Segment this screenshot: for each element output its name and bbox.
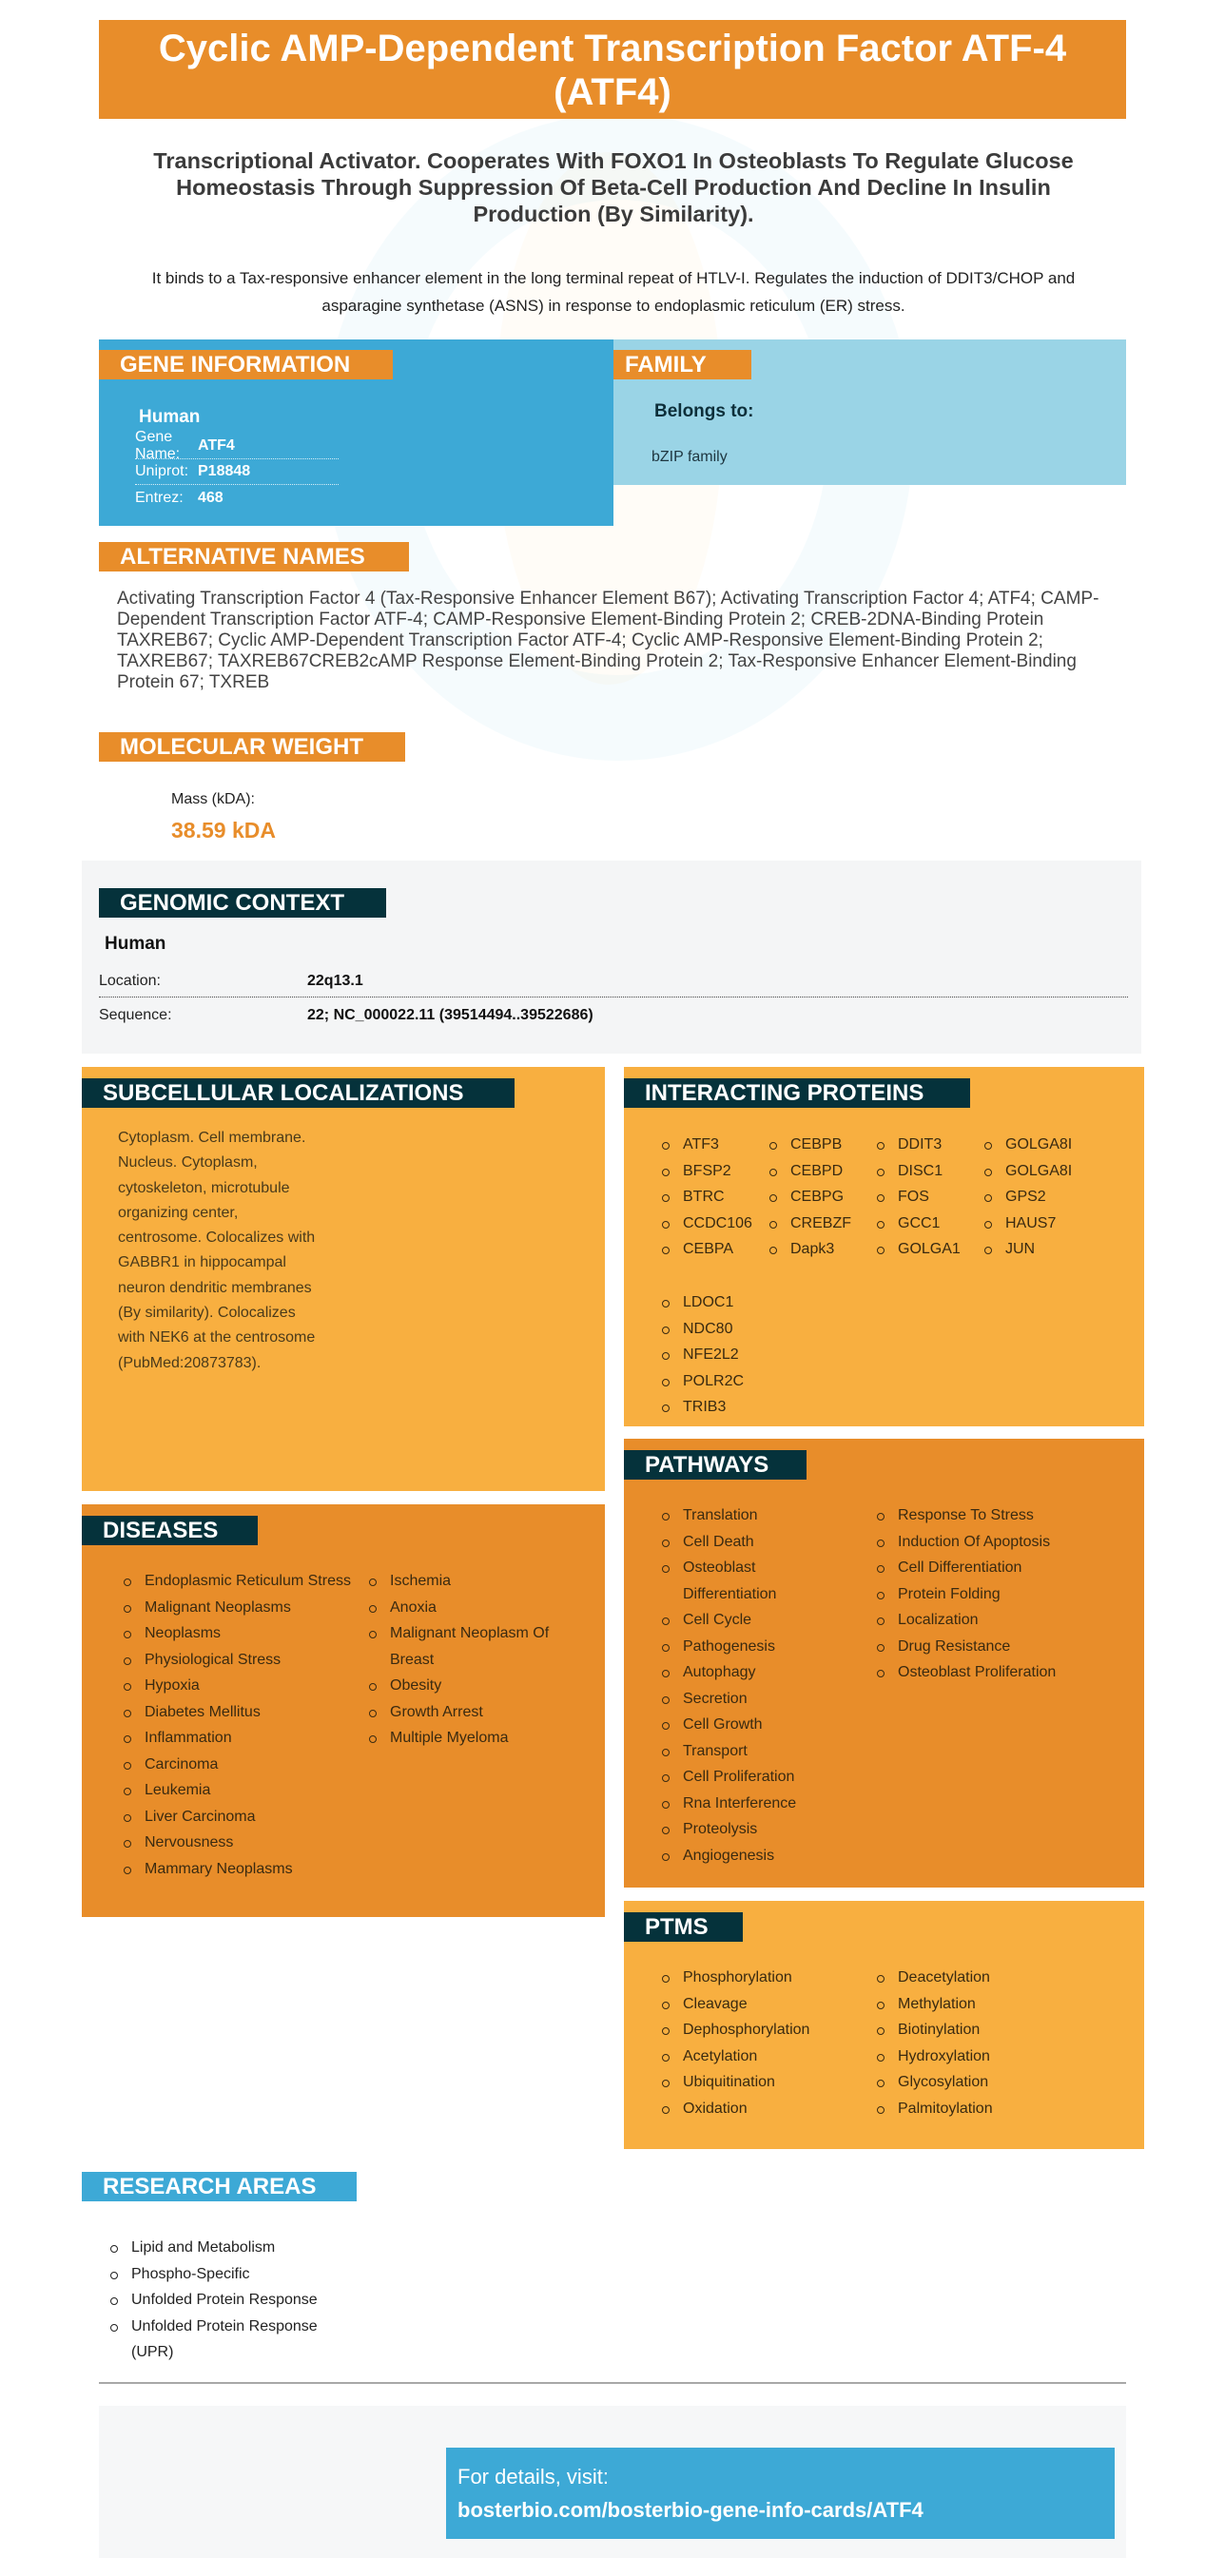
protein-item: GOLGA8I [984,1158,1092,1185]
protein-item: GOLGA1 [877,1236,984,1263]
ptms-heading: PTMS [624,1912,743,1942]
ptm-item: Hydroxylation [877,2043,1124,2070]
research-areas-list [110,2235,329,2366]
protein-item: CEBPD [769,1158,877,1185]
interacting-proteins-more-list [662,1289,744,1421]
pathway-item: Cell Growth [662,1712,852,1738]
protein-item: Dapk3 [769,1236,877,1263]
disease-item: Liver Carcinoma [124,1804,352,1830]
genomic-context-heading: GENOMIC CONTEXT [99,888,386,918]
protein-item: GCC1 [877,1211,984,1237]
disease-item: Physiological Stress [124,1647,352,1674]
function-description: It binds to a Tax-responsive enhancer element in the long terminal repeat of HTLV-I. Regulates the induction of DDIT3/CHOP and asparagine synthetase (ASNS) in response to endoplasmic reticulum (ER) stress. [151,269,1076,315]
protein-item: BFSP2 [662,1158,769,1185]
subcellular-localizations-heading: SUBCELLULAR LOCALIZATIONS [82,1078,515,1108]
disease-item: Leukemia [124,1777,352,1804]
pathway-item: Angiogenesis [662,1843,852,1869]
disease-item: Endoplasmic Reticulum Stress [124,1568,352,1595]
pathway-item: Transport [662,1738,852,1765]
page-title: Cyclic AMP-Dependent Transcription Factor ATF-4 (ATF4) [99,20,1126,119]
protein-item: GOLGA8I [984,1132,1092,1158]
pathways-list-col2 [877,1502,1134,1686]
protein-item: CEBPB [769,1132,877,1158]
pathways-card [624,1439,1144,1888]
location-label: Location: [99,972,161,989]
details-link-box[interactable] [446,2448,1115,2539]
function-summary: Transcriptional Activator. Cooperates With FOXO1 In Osteoblasts To Regulate Glucose Homeostasis Through Suppression Of Beta-Cell Production And Decline In Insulin Production (By Similarity). [153,148,1074,226]
ptm-item: Glycosylation [877,2069,1124,2096]
sequence-label: Sequence: [99,1007,172,1023]
gene-info-row [135,429,339,462]
research-areas-heading: RESEARCH AREAS [82,2172,357,2201]
gene-info-table [135,429,339,511]
alternative-names-heading: ALTERNATIVE NAMES [99,542,409,571]
research-area-item: Phospho-Specific [110,2261,329,2288]
disease-item: Carcinoma [124,1752,352,1778]
pathway-item: Cell Differentiation [877,1555,1134,1581]
protein-item: POLR2C [662,1368,744,1395]
ptm-item: Cleavage [662,1991,871,2018]
ptms-list-col1 [662,1965,871,2121]
details-link[interactable]: bosterbio.com/bosterbio-gene-info-cards/ATF4 [457,2498,924,2522]
pathways-heading: PATHWAYS [624,1450,807,1480]
protein-item: BTRC [662,1184,769,1211]
protein-item: CEBPG [769,1184,877,1211]
disease-item: Inflammation [124,1725,352,1752]
pathway-item: Induction Of Apoptosis [877,1529,1134,1556]
protein-item: DDIT3 [877,1132,984,1158]
research-area-item: Lipid and Metabolism [110,2235,329,2261]
pathway-item: Rna Interference [662,1791,852,1817]
diseases-list-col1 [124,1568,352,1882]
protein-item: CCDC106 [662,1211,769,1237]
gene-info-label: Gene Name: [135,429,181,462]
disease-item: Neoplasms [124,1620,352,1647]
protein-item: ATF3 [662,1132,769,1158]
disease-item: Multiple Myeloma [369,1725,588,1752]
protein-item: DISC1 [877,1158,984,1185]
interacting-proteins-card [624,1067,1144,1426]
molecular-weight-heading: MOLECULAR WEIGHT [99,732,405,762]
ptm-item: Palmitoylation [877,2096,1124,2122]
disease-item: Anoxia [369,1595,588,1621]
gene-info-row [135,459,339,485]
interacting-proteins-heading: INTERACTING PROTEINS [624,1078,970,1108]
footer-divider [99,2382,1126,2384]
diseases-list-col2 [369,1568,588,1752]
protein-item: FOS [877,1184,984,1211]
pathways-list-col1 [662,1502,852,1869]
disease-item: Growth Arrest [369,1699,588,1726]
subcellular-localizations-text: Cytoplasm. Cell membrane. Nucleus. Cytoplasm, cytoskeleton, microtubule organizing center, centrosome. Colocalizes with GABBR1 in hippocampal neuron dendritic membranes (By similarity). Colocalizes with NEK6 at the centrosome (PubMed:20873783). [118,1130,316,1371]
protein-item: NDC80 [662,1316,744,1343]
ptm-item: Acetylation [662,2043,871,2070]
pathway-item: Cell Cycle [662,1607,852,1634]
pathway-item: Response To Stress [877,1502,1134,1529]
disease-item: Malignant Neoplasm Of Breast [369,1620,588,1673]
location-value: 22q13.1 [307,972,363,989]
mass-label: Mass (kDA): [171,791,255,807]
gene-info-value: 468 [198,489,224,506]
protein-item: JUN [984,1236,1092,1263]
pathway-item: Cell Death [662,1529,852,1556]
ptm-item: Biotinylation [877,2017,1124,2043]
diseases-card [82,1504,605,1917]
protein-item: CREBZF [769,1211,877,1237]
pathway-item: Cell Proliferation [662,1764,852,1791]
interacting-proteins-grid [662,1132,1092,1263]
ptm-item: Deacetylation [877,1965,1124,1991]
family-panel [613,339,1126,485]
diseases-heading: DISEASES [82,1516,258,1545]
pathway-item: Secretion [662,1686,852,1713]
genomic-context-panel [82,861,1141,1054]
genomic-sequence-row [99,999,1128,1032]
protein-item: CEBPA [662,1236,769,1263]
sequence-value: 22; NC_000022.11 (39514494..39522686) [307,1007,593,1023]
disease-item: Hypoxia [124,1673,352,1699]
protein-item: GPS2 [984,1184,1092,1211]
protein-item: LDOC1 [662,1289,744,1316]
gene-info-value: P18848 [198,463,251,479]
details-label: For details, visit: [457,2465,609,2489]
pathway-item: Proteolysis [662,1816,852,1843]
pathway-item: Autophagy [662,1659,852,1686]
ptm-item: Dephosphorylation [662,2017,871,2043]
family-heading: FAMILY [613,350,751,379]
disease-item: Nervousness [124,1830,352,1856]
research-area-item: Unfolded Protein Response [110,2287,329,2314]
pathway-item: Drug Resistance [877,1634,1134,1660]
gene-info-row [135,485,339,511]
ptm-item: Oxidation [662,2096,871,2122]
pathway-item: Localization [877,1607,1134,1634]
pathway-item: Osteoblast Proliferation [877,1659,1134,1686]
gene-information-panel [99,339,613,526]
family-value: bZIP family [651,449,728,465]
ptms-list-col2 [877,1965,1124,2121]
ptm-item: Ubiquitination [662,2069,871,2096]
gene-info-label: Uniprot: [135,463,189,479]
mass-value: 38.59 kDA [171,818,276,843]
gene-information-heading: GENE INFORMATION [99,350,393,379]
protein-item: TRIB3 [662,1394,744,1421]
protein-item: HAUS7 [984,1211,1092,1237]
disease-item: Diabetes Mellitus [124,1699,352,1726]
ptm-item: Methylation [877,1991,1124,2018]
belongs-to-label: Belongs to: [654,401,754,421]
genomic-species: Human [105,934,166,954]
ptms-card [624,1901,1144,2149]
pathway-item: Translation [662,1502,852,1529]
disease-item: Ischemia [369,1568,588,1595]
disease-item: Obesity [369,1673,588,1699]
pathway-item: Osteoblast Differentiation [662,1555,852,1607]
gene-species: Human [139,407,201,427]
gene-info-label: Entrez: [135,489,184,506]
ptm-item: Phosphorylation [662,1965,871,1991]
subcellular-localizations-card [82,1067,605,1491]
research-area-item: Unfolded Protein Response (UPR) [110,2314,329,2366]
disease-item: Malignant Neoplasms [124,1595,352,1621]
pathway-item: Protein Folding [877,1581,1134,1608]
gene-info-value: ATF4 [198,437,235,454]
protein-item: NFE2L2 [662,1342,744,1368]
genomic-location-row [99,965,1128,997]
disease-item: Mammary Neoplasms [124,1856,352,1883]
pathway-item: Pathogenesis [662,1634,852,1660]
alternative-names-text: Activating Transcription Factor 4 (Tax-Responsive Enhancer Element B67); Activating Transcription Factor 4; ATF4; CAMP-Dependent Transcription Factor ATF-4; CAMP-Responsive Element-Binding Protein 2; CREB-2DNA-Binding Protein TAXREB67; Cyclic AMP-Dependent Transcription Factor ATF-4; Cyclic AMP-Responsive Element-Binding Protein 2; TAXREB67; TAXREB67CREB2cAMP Response Element-Binding Protein 2; Tax-Responsive Enhancer Element-Binding Protein 67; TXREB [117,589,1099,692]
